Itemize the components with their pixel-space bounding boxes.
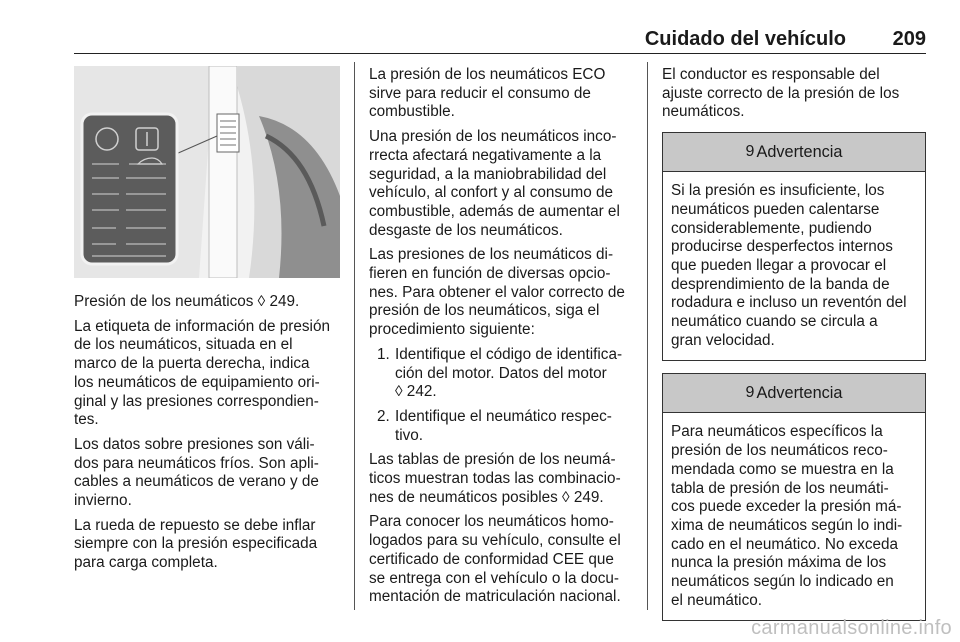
text-line: Para conocer los neumáticos homo- [369, 513, 614, 531]
text-line: certificado de conformidad CEE que [369, 550, 614, 568]
warning-body [663, 172, 925, 360]
text-line: nunca la presión máxima de los [671, 554, 887, 572]
text-line: ajuste correcto de la presión de los [662, 84, 900, 102]
header-rule [74, 53, 926, 54]
text-line: marco de la puerta derecha, indica [74, 355, 310, 373]
text-line: ◊ 242. [395, 383, 437, 401]
text-line: producirse desperfectos internos [671, 238, 893, 256]
text-line: La rueda de repuesto se debe inflar [74, 516, 316, 534]
column-1 [74, 293, 346, 579]
paragraph [74, 436, 346, 511]
paragraph [369, 128, 639, 240]
warning-triangle-icon: 9 [745, 142, 755, 160]
warning-header [663, 133, 925, 172]
tire-pressure-label-figure [74, 66, 340, 278]
text-line: se entrega con el vehículo o la docu- [369, 569, 620, 587]
text-line: de los neumáticos, situada en el [74, 336, 293, 354]
warning-title: Advertencia [756, 384, 843, 403]
text-line: el neumático. [671, 591, 762, 609]
text-line: para carga completa. [74, 554, 218, 572]
column-divider [354, 62, 355, 610]
text-line: La presión de los neumáticos ECO [369, 66, 606, 83]
text-line: que pueden llegar a provocar el [671, 256, 887, 274]
list-item [369, 408, 639, 445]
warning-triangle-icon: 9 [745, 384, 755, 402]
text-line: nes. Para obtener el valor correcto de [369, 283, 625, 301]
text-line: presión de los neumáticos reco- [671, 442, 888, 460]
text-line: logados para su vehículo, consulte el [369, 532, 621, 550]
text-line: Una presión de los neumáticos inco- [369, 128, 617, 146]
warning-box [662, 132, 926, 361]
text-line: neumáticos según lo indicado en [671, 573, 894, 591]
text-line: desgaste de los neumáticos. [369, 221, 563, 239]
text-line: La etiqueta de información de presión [74, 317, 330, 335]
text-line: tabla de presión de los neumáti- [671, 479, 889, 497]
text-line: rodadura e incluso un reventón del [671, 294, 907, 312]
paragraph [74, 318, 346, 430]
warning-body [663, 413, 925, 620]
text-line: cos puede exceder la presión má- [671, 498, 902, 516]
text-line: mentación de matriculación nacional. [369, 588, 621, 606]
paragraph [369, 451, 639, 507]
text-line: Para neumáticos específicos la [671, 423, 883, 441]
text-line: gran velocidad. [671, 331, 775, 349]
text-line: neumáticos pueden calentarse [671, 200, 880, 218]
procedure-list [369, 346, 639, 446]
paragraph [369, 513, 639, 607]
text-line: Identifique el neumático respec- [395, 407, 612, 425]
text-line: nes de neumáticos posibles ◊ 249. [369, 488, 604, 506]
text-line: neumático cuando se circula a [671, 313, 878, 331]
warning-title: Advertencia [756, 142, 843, 161]
text-line: seguridad, a la maniobrabilidad del [369, 165, 607, 183]
text-line: presión de los neumáticos, siga el [369, 302, 600, 320]
text-line: ginal y las presiones correspondien- [74, 392, 319, 410]
text-line: ticos muestran todas las combinacio- [369, 470, 621, 488]
column-2 [369, 66, 639, 613]
text-line: Los datos sobre presiones son váli- [74, 435, 315, 453]
text-line: neumáticos. [662, 103, 745, 121]
paragraph [662, 66, 926, 122]
warning-header [663, 374, 925, 413]
text-line: Identifique el código de identifica- [395, 345, 623, 363]
text-line: Las tablas de presión de los neumá- [369, 451, 616, 469]
text-line: rrecta afectará negativamente a la [369, 146, 602, 164]
text-line: cables a neumáticos de verano y de [74, 473, 319, 491]
text-line: considerablemente, pudiendo [671, 219, 872, 237]
page-header [74, 22, 926, 52]
text-line: xima de neumáticos según lo indi- [671, 516, 903, 534]
warning-box [662, 373, 926, 621]
list-number: 1. [377, 345, 390, 363]
watermark-brand: carmanualsonline.info [751, 617, 952, 639]
section-title: Cuidado del vehículo [644, 28, 846, 50]
text-line: mendada como se muestra en la [671, 460, 894, 478]
column-divider [647, 62, 648, 610]
text-line: Las presiones de los neumáticos di- [369, 246, 614, 264]
text-line: desprendimiento de la banda de [671, 275, 890, 293]
text-line: siempre con la presión especificada [74, 535, 318, 553]
text-line: Si la presión es insuficiente, los [671, 182, 885, 200]
text-line: combustible, además de aumentar el [369, 202, 620, 220]
text-line: combustible. [369, 103, 455, 121]
paragraph [369, 66, 639, 122]
text-line: tivo. [395, 426, 424, 444]
text-line: procedimiento siguiente: [369, 321, 535, 339]
text-line: cado en el neumático. No exceda [671, 535, 899, 553]
paragraph [369, 246, 639, 340]
text-line: los neumáticos de equipamiento ori- [74, 373, 320, 391]
tire-pressure-label-illustration [74, 66, 340, 278]
list-number: 2. [377, 407, 390, 425]
figure-caption [74, 293, 346, 312]
page-number: 209 [892, 28, 926, 50]
list-item [369, 346, 639, 402]
text-line: fieren en función de diversas opcio- [369, 265, 611, 283]
paragraph [74, 517, 346, 573]
text-line: ción del motor. Datos del motor [395, 364, 607, 382]
text-line: dos para neumáticos fríos. Son apli- [74, 454, 319, 472]
text-line: invierno. [74, 492, 132, 510]
caption-line: Presión de los neumáticos ◊ 249. [74, 293, 300, 310]
text-line: tes. [74, 411, 99, 429]
column-3 [662, 66, 926, 633]
text-line: sirve para reducir el consumo de [369, 84, 591, 102]
text-line: vehículo, al confort y al consumo de [369, 184, 614, 202]
text-line: El conductor es responsable del [662, 66, 880, 83]
